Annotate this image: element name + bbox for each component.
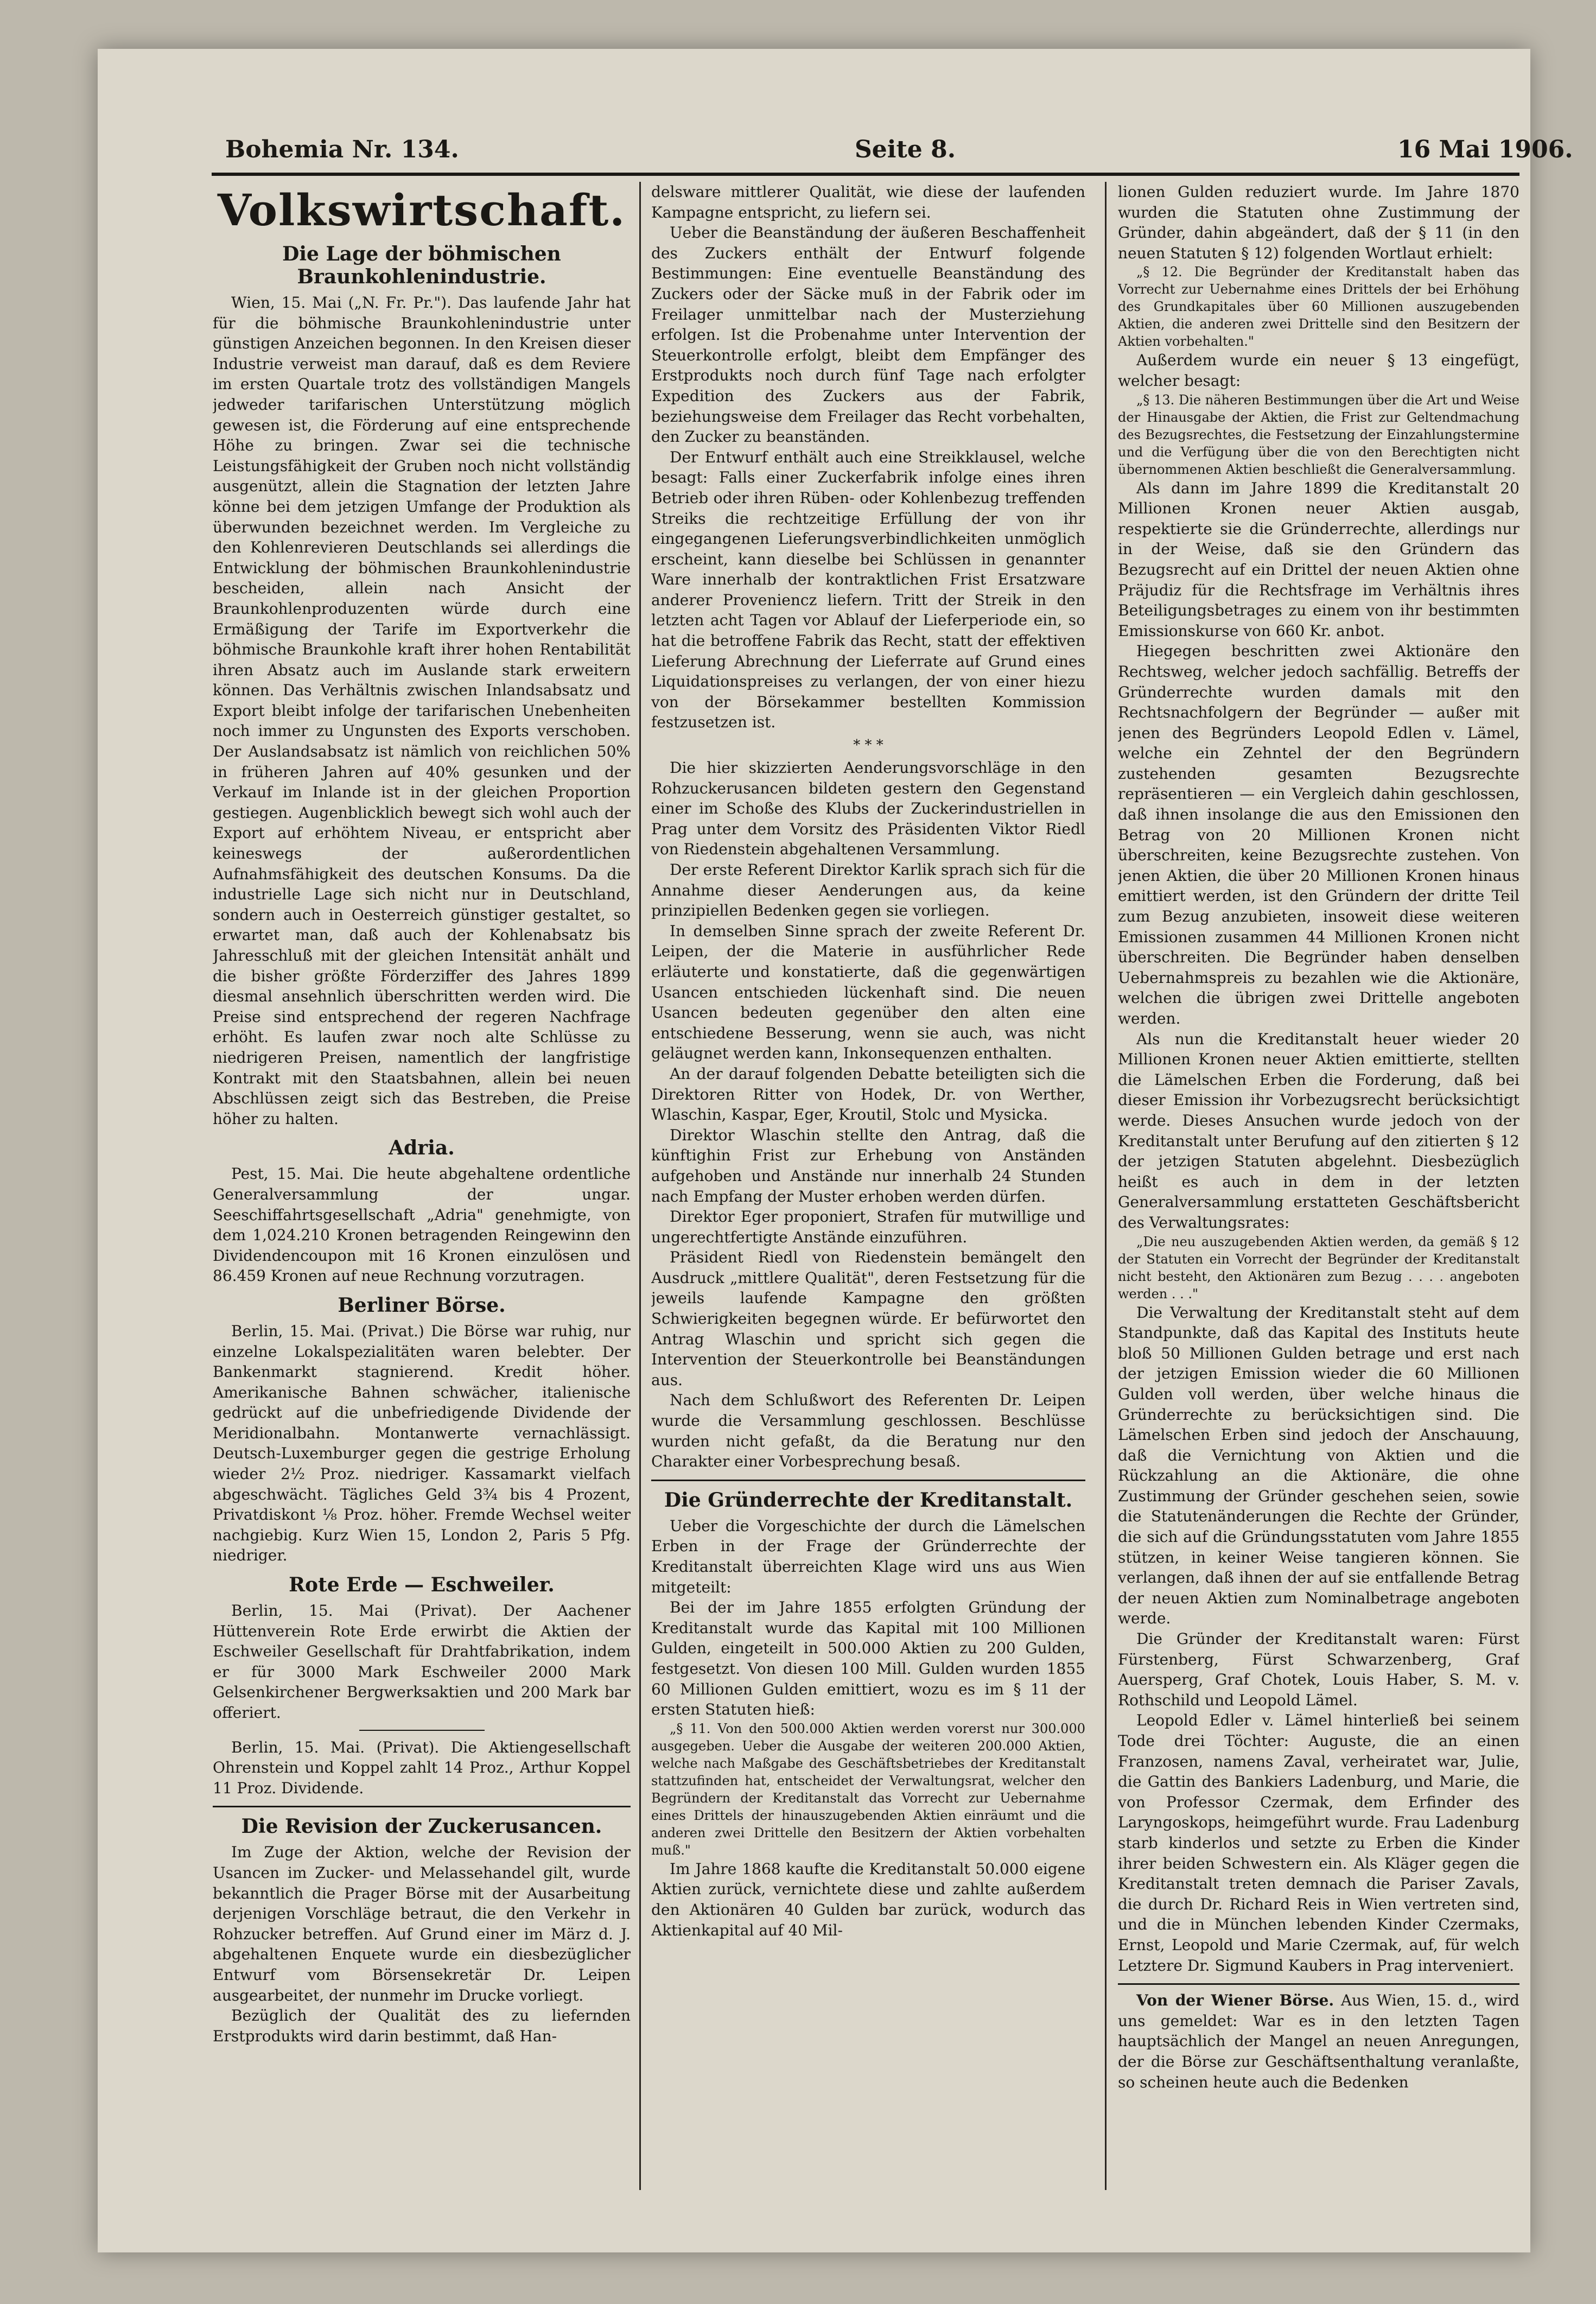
article-paragraph <box>1118 1990 1519 2092</box>
article-paragraph: In demselben Sinne sprach der zweite Referent Dr. Leipen, der die Materie in ausführlicher Rede erläuterte und konstatierte, daß die gegenwärtigen Usancen entschieden lückenhaft sind. Die neuen Usancen bedeuten gegenüber den alten eine entschiedene Besserung, wenn sie auch, was nicht geläugnet werden kann, Inkonsequenzen enthalten. <box>651 922 1085 1063</box>
article-paragraph: Ueber die Beanständung der äußeren Beschaffenheit des Zuckers enthält der Entwurf folgende Bestimmungen: Eine eventuelle Beanständung des Zuckers oder der Säcke muß in der Fabrik oder im Freilager unmittelbar nach der Musterziehung erfolgen. Ist die Probenahme unter Intervention der Steuerkontrolle erfolgt, bleibt dem Empfänger des Erstprodukts noch durch fünf Tage nach erfolgter Expedition des Zuckers aus der Fabrik, beziehungsweise dem Freilager das Recht vorbehalten, den Zucker zu beanständen. <box>651 224 1085 446</box>
article-paragraph: Außerdem wurde ein neuer § 13 eingefügt, welcher besagt: <box>1118 351 1519 390</box>
column-divider <box>639 182 641 2190</box>
article-title: Berliner Börse. <box>338 1293 506 1317</box>
article-paragraph: Der Entwurf enthält auch eine Streikklausel, welche besagt: Falls einer Zuckerfabrik infolge eines ihren Betrieb oder ihren Rüben- oder Kohlenbezug treffenden Streiks die rechtzeitige Erfüllung der von ihr eingegangenen Lieferungsverbindlichkeiten unmöglich erscheint, kann dieselbe bei Schlüssen in genannter Ware innerhalb der kontraktlichen Frist Ersatzware anderer Proveniencz liefern. Tritt der Streik in den letzten acht Tagen vor Ablauf der Lieferperiode ein, so hat die betroffene Fabrik das Recht, statt der effektiven Lieferung Abrechnung der Lieferrate auf Grund eines Liquidationspreises zu verlangen, der von einer hiezu von der Börsekammer bestellten Kommission festzusetzen ist. <box>651 448 1085 732</box>
article-title: Adria. <box>389 1137 455 1160</box>
divider <box>213 1806 631 1807</box>
article-title: Die Gründerrechte der Kreditanstalt. <box>664 1488 1073 1512</box>
article-paragraph: lionen Gulden reduziert wurde. Im Jahre 1870 wurden die Statuten ohne Zustimmung der Gründer, dahin abgeändert, daß der § 11 (in den neuen Statuten § 12) folgenden Wortlaut erhielt: <box>1118 183 1519 262</box>
article-title: Rote Erde — Eschweiler. <box>289 1573 555 1597</box>
article-paragraph: Hiegegen beschritten zwei Aktionäre den Rechtsweg, welcher jedoch sachfällig. Betreffs der Gründerrechte wurden damals mit den Rechtsnachfolgern der Begründer — außer mit jenen des Begründers Leopold Edlen v. Lämel, welche ein Zehntel der den Begründern zustehenden gesamten Bezugsrechte repräsentieren — ein Vergleich dahin geschlossen, daß ihnen insolange die aus den Emissionen den Betrag von 20 Millionen Kronen nicht überschreiten, keine Bezugsrechte zustehen. Von jenen Aktien, die über 20 Millionen Kronen hinaus emittiert werden, ist den Gründern der dritte Teil zum Bezug anzubieten, insoweit diese weiteren Emissionen zusammen 44 Millionen Kronen nicht überschreiten. Die Begründer haben denselben Uebernahmspreis zu bezahlen wie die Aktionäre, welchen die übrigen zwei Drittelle angeboten werden. <box>1118 642 1519 1027</box>
article-paragraph: Als dann im Jahre 1899 die Kreditanstalt 20 Millionen Kronen neuer Aktien ausgab, respektierte sie die Gründerrechte, allerdings nur in der Weise, daß sie den Gründern das Bezugsrecht auf ein Drittel der neuen Aktien ohne Präjudiz für die Rechtsfrage im Verhältnis ihres Beteiligungsbetrages zu einem von ihr bestimmten Emissionskurse von 660 Kr. anbot. <box>1118 479 1519 640</box>
article-paragraph: Die Gründer der Kreditanstalt waren: Fürst Fürstenberg, Fürst Schwarzenberg, Graf Auersperg, Graf Chotek, Louis Haber, S. M. v. Rothschild und Leopold Lämel. <box>1118 1630 1519 1709</box>
article-paragraph: Direktor Wlaschin stellte den Antrag, daß die künftighin Frist zur Erhebung von Anständen aufgehoben und Anstände nur innerhalb 24 Stunden nach Empfang der Muster erhoben werden dürfen. <box>651 1126 1085 1205</box>
quoted-report: „Die neu auszugebenden Aktien werden, da gemäß § 12 der Statuten ein Vorrecht der Begründer der Kreditanstalt nicht besteht, den Aktionären zum Bezug . . . . angeboten werden . . ." <box>1118 1234 1519 1302</box>
divider <box>1118 1983 1519 1985</box>
issue-date: 16 Mai 1906. <box>1397 136 1573 163</box>
article-paragraph: Bei der im Jahre 1855 erfolgten Gründung der Kreditanstalt wurde das Kapital mit 100 Millionen Gulden, eingeteilt in 500.000 Aktien zu 200 Gulden, festgesetzt. Von diesen 100 Mill. Gulden wurden 1855 60 Millionen Gulden emittiert, wozu es im § 11 der ersten Statuten hieß: <box>651 1598 1085 1719</box>
article-paragraph: Direktor Eger proponiert, Strafen für mutwillige und ungerechtfertigte Anstände einzuführen. <box>651 1208 1085 1246</box>
article-paragraph: Als nun die Kreditanstalt heuer wieder 20 Millionen Kronen neuer Aktien emittierte, stellten die Lämelschen Erben die Forderung, daß bei dieser Emission ihr Vorbezugsrecht berücksichtigt werde. Dieses Ansuchen wurde jedoch von der Kreditanstalt unter Berufung auf den zitierten § 12 der jetzigen Statuten abgelehnt. Diesbezüglich heißt es auch in dem in der letzten Generalversammlung erstatteten Geschäftsbericht des Verwaltungsrates: <box>1118 1030 1519 1232</box>
article-paragraph: Wien, 15. Mai („N. Fr. Pr."). Das laufende Jahr hat für die böhmische Braunkohlenindustrie unter günstigen Anzeichen begonnen. In den Kreisen dieser Industrie verweist man darauf, daß es dem Reviere im ersten Quartale trotz des vollständigen Mangels jedweder tarifarischen Unterstützung möglich gewesen ist, die Förderung auf eine entsprechende Höhe zu bringen. Zwar sei die technische Leistungsfähigkeit der Gruben noch nicht vollständig ausgenützt, allein die Stagnation der letzten Jahre könne bei dem jetzigen Umfange der Produktion als überwunden bezeichnet werden. Im Vergleiche zu den Kohlenrevieren Deutschlands sei allerdings die Entwicklung der böhmischen Braunkohlenindustrie bescheiden, allein nach Ansicht der Braunkohlenproduzenten würde durch eine Ermäßigung der Tarife im Exportverkehr die böhmische Braunkohle kraft ihrer hohen Rentabilität ihren Absatz auch im Auslande stark erweitern können. Das Verhältnis zwischen Inlandsabsatz und Export bleibt infolge der tarifarischen Unebenheiten noch immer zu Ungunsten des Exports verschoben. Der Auslandsabsatz ist nämlich von reichlichen 50% in früheren Jahren auf 40% gesunken und der Verkauf im Inlande ist in der gleichen Proportion gestiegen. Augenblicklich bewegt sich wohl auch der Export auf erhöhtem Niveau, er entspricht aber keineswegs der außerordentlichen Aufnahmsfähigkeit des deutschen Konsums. Da die industrielle Lage sich nicht nur in Deutschland, sondern auch in Oesterreich günstiger gestaltet, so erwartet man, daß auch der Kohlenabsatz bis Jahresschluß mit der gleichen Intensität anhält und die bisher größte Förderziffer des Jahres 1899 diesmal ansehnlich überschritten werden wird. Die Preise sind entsprechend der regeren Nachfrage erhöht. Es laufen zwar noch alte Schlüsse zu niedrigeren Preisen, namentlich der langfristige Kontrakt mit den Staatsbahnen, allein bei neuen Abschlüssen zeigt sich das Bestreben, die Preise höher zu halten. <box>213 294 631 1128</box>
article-paragraph: Leopold Edler v. Lämel hinterließ bei seinem Tode drei Töchter: Auguste, die an einen Franzosen, namens Zaval, verheiratet war, Julie, die Gattin des Bankiers Ladenburg, und Marie, die von Professor Czermak, dem Erfinder des Laryngoskops, heimgeführt wurde. Frau Ladenburg starb kinderlos und setzte zu Erben die Kinder ihrer beiden Schwestern ein. Als Kläger gegen die Kreditanstalt treten demnach die Pariser Zavals, die durch Dr. Richard Reis in Wien vertreten sind, und die in München lebenden Kinder Czermaks, Ernst, Leopold und Marie Czermak, auf, für welch Letztere Dr. Sigmund Kaubers in Prag interveniert. <box>1118 1711 1519 1975</box>
paper-name: Bohemia Nr. 134. <box>225 136 459 163</box>
article-paragraph: Pest, 15. Mai. Die heute abgehaltene ordentliche Generalversammlung der ungar. Seeschiffahrtsgesellschaft „Adria" genehmigte, von dem 1,024.210 Kronen betragenden Reingewinn den Dividendencoupon mit 16 Kronen einzulösen und 86.459 Kronen auf neue Rechnung vorzutragen. <box>213 1165 631 1285</box>
divider <box>359 1730 485 1731</box>
article-paragraph: delsware mittlerer Qualität, wie diese der laufenden Kampagne entspricht, zu liefern sei. <box>651 183 1085 221</box>
article-paragraph: An der darauf folgenden Debatte beteiligten sich die Direktoren Ritter von Hodek, Dr. von Werther, Wlaschin, Kaspar, Eger, Kroutil, Stolc und Mysicka. <box>651 1064 1085 1124</box>
article-paragraph: Die Verwaltung der Kreditanstalt steht auf dem Standpunkte, daß das Kapital des Instituts heute bloß 50 Millionen Gulden betrage und erst nach der jetzigen Emission wieder die 60 Millionen Gulden voll werden, über welche hinaus die Gründerrechte zu berücksichtigen sind. Die Lämelschen Erben sind jedoch der Anschauung, daß die Vernichtung von Aktien und die Rückzahlung an die Aktionäre, die ohne Zustimmung der Gründer geschehen seien, sowie die Statutenänderungen die Rechte der Gründer, die sich auf die Gründungsstatuten vom Jahre 1855 stützen, in keiner Weise tangieren können. Sie verlangen, daß ihnen der auf sie entfallende Betrag der neuen Aktien zum Nominalbetrage angeboten werde. <box>1118 1303 1519 1628</box>
article-title: Von der Wiener Börse. <box>1136 1991 1334 2010</box>
article-paragraph: Der erste Referent Direktor Karlik sprach sich für die Annahme dieser Aenderungen aus, da keine prinzipiellen Bedenken gegen sie vorliegen. <box>651 861 1085 920</box>
article-paragraph: Die hier skizzierten Aenderungsvorschläge in den Rohzuckerusancen bildeten gestern den Gegenstand einer im Schoße des Klubs der Zuckerindustriellen in Prag unter dem Vorsitz des Präsidenten Viktor Riedl von Riedenstein abgehaltenen Versammlung. <box>651 759 1085 859</box>
section-title: Volkswirtschaft. <box>217 185 626 236</box>
article-paragraph: Berlin, 15. Mai. (Privat.) Die Börse war ruhig, nur einzelne Lokalspezialitäten waren belebter. Der Bankenmarkt stagnierend. Kredit höher. Amerikanische Bahnen schwächer, italienische gedrückt auf die unbefriedigende Dividende der Meridionalbahn. Montanwerte vernachlässigt. Deutsch-Luxemburger gegen die gestrige Erholung wieder 2½ Proz. niedriger. Kassamarkt vielfach abgeschwächt. Tägliches Geld 3¾ bis 4 Prozent, Privatdiskont ⅛ Proz. höher. Fremde Wechsel weiter nachgiebig. Kurz Wien 15, London 2, Paris 5 Pfg. niedriger. <box>213 1322 631 1565</box>
article-paragraph: Ueber die Vorgeschichte der durch die Lämelschen Erben in der Frage der Gründerrechte der Kreditanstalt überreichten Klage wird uns aus Wien mitgeteilt: <box>651 1516 1085 1596</box>
article-paragraph: Nach dem Schlußwort des Referenten Dr. Leipen wurde die Versammlung geschlossen. Beschlüsse wurden nicht gefaßt, da die Beratung nur den Charakter einer Vorbesprechung besaß. <box>651 1391 1085 1471</box>
article-paragraph: Berlin, 15. Mai. (Privat). Die Aktiengesellschaft Ohrenstein und Koppel zahlt 14 Proz., Arthur Koppel 11 Proz. Dividende. <box>213 1738 631 1797</box>
quoted-statute: „§ 12. Die Begründer der Kreditanstalt haben das Vorrecht zur Uebernahme eines Drittels der bei Erhöhung des Grundkapitales über 60 Millionen auszugebenden Aktien, die anderen zwei Drittelle sind den Besitzern der Aktien vorbehalten." <box>1118 264 1519 350</box>
header-rule <box>212 173 1519 176</box>
quoted-statute: „§ 13. Die näheren Bestimmungen über die Art und Weise der Hinausgabe der Aktien, die Frist zur Geltendmachung des Bezugsrechtes, die Festsetzung der Einzahlungstermine und die Verfügung über die von den Berechtigten nicht übernommenen Aktien beschließt die Generalversammlung. <box>1118 392 1519 477</box>
article-text: Aus Wien, 15. d., wird uns gemeldet: War es in den letzten Tagen hauptsächlich der Mangel an neuen Anregungen, der die Börse zur Geschäftsenthaltung veranlaßte, so scheinen heute auch die Bedenken <box>1118 1991 1519 2091</box>
article-title: Die Revision der Zuckerusancen. <box>241 1815 602 1838</box>
divider <box>651 1480 1085 1481</box>
article-paragraph: Präsident Riedl von Riedenstein bemängelt den Ausdruck „mittlere Qualität", deren Festsetzung für die jeweils laufende Kampagne den größten Schwierigkeiten begegnen würde. Er befürwortet den Antrag Wlaschin und spricht sich gegen die Intervention der Steuerkontrolle bei Beanständungen aus. <box>651 1248 1085 1389</box>
article-paragraph: Bezüglich der Qualität des zu liefernden Erstprodukts wird darin bestimmt, daß Han- <box>213 2007 631 2045</box>
column-divider <box>1105 182 1107 2190</box>
article-paragraph: Im Jahre 1868 kaufte die Kreditanstalt 50.000 eigene Aktien zurück, vernichtete diese und zahlte außerdem den Aktionären 40 Gulden bar zurück, wodurch das Aktienkapital auf 40 Mil- <box>651 1859 1085 1939</box>
article-title: Die Lage der böhmischen Braunkohlenindustrie. <box>282 243 561 288</box>
section-stars: * * * <box>853 737 883 754</box>
article-paragraph: Berlin, 15. Mai (Privat). Der Aachener Hüttenverein Rote Erde erwirbt die Aktien der Eschweiler Gesellschaft für Drahtfabrikation, indem er für 3000 Mark Eschweiler 2000 Mark Gelsenkirchener Bergwerksaktien und 200 Mark bar offeriert. <box>213 1602 631 1722</box>
column-3 <box>1118 182 1519 2190</box>
page-number: Seite 8. <box>855 136 956 163</box>
article-paragraph: Im Zuge der Aktion, welche der Revision der Usancen im Zucker- und Melassehandel gilt, wurde bekanntlich die Prager Börse mit der Ausarbeitung derjenigen Vorschläge betraut, die den Verkehr in Rohzucker betreffen. Auf Grund einer im März d. J. abgehaltenen Enquete wurde ein diesbezüglicher Entwurf vom Börsensekretär Dr. Leipen ausgearbeitet, der nunmehr im Drucke vorliegt. <box>213 1843 631 2004</box>
column-1 <box>213 182 631 2190</box>
quoted-statute: „§ 11. Von den 500.000 Aktien werden vorerst nur 300.000 ausgegeben. Ueber die Ausgabe der weiteren 200.000 Aktien, welche nach Maßgabe des Geschäftsbetriebes der Kreditanstalt stattzufinden hat, entscheidet der Verwaltungsrat, welcher den Begründern der Kreditanstalt das Vorrecht zur Uebernahme eines Drittels der hinauszugebenden Aktien einräumt und die anderen zwei Drittelle den Besitzern der Aktien vorbehalten muß." <box>651 1721 1085 1858</box>
column-2 <box>651 182 1085 2190</box>
page-header <box>117 136 1573 174</box>
